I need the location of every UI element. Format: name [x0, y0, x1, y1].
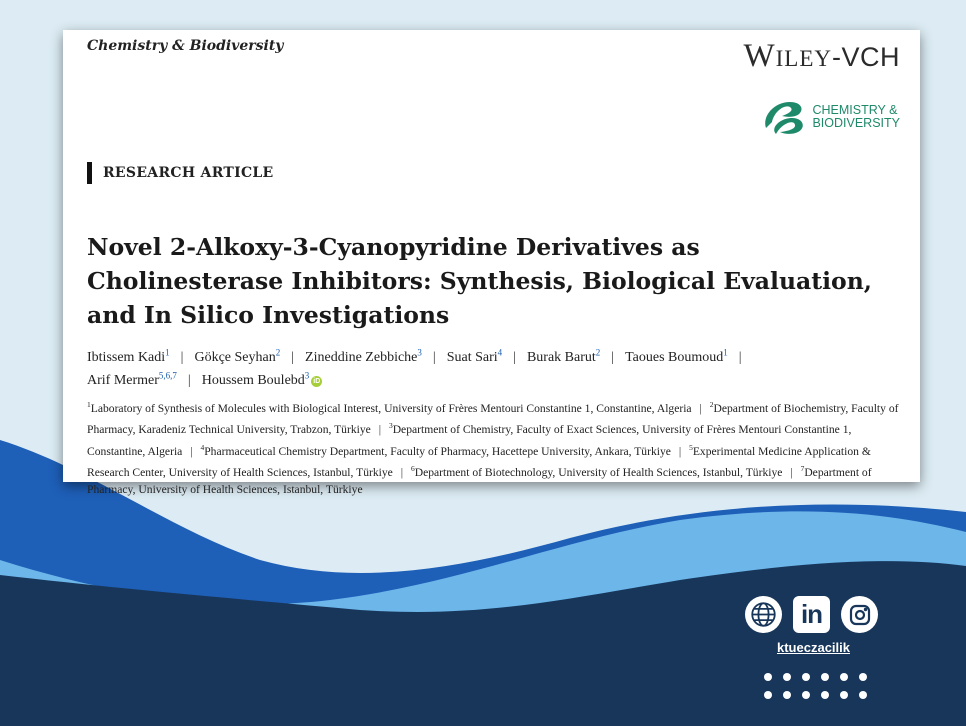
publisher-name: Wiley — [743, 38, 832, 74]
affiliation: $^1$Laboratory of Synthesis of Molecules with Biological Interest, University of Frères Mentouri Constantine 1, Constantine, Algeria — [87, 400, 692, 415]
author-separator: | — [513, 349, 516, 365]
author[interactable]: Arif Mermer$^{5,6,7}$ — [87, 370, 177, 389]
journal-logo-line2: BIODIVERSITY — [812, 116, 900, 130]
instagram-icon — [848, 603, 872, 627]
decorative-dots — [764, 673, 867, 699]
title-line: Cholinesterase Inhibitors: Synthesis, Biological Evaluation, — [87, 267, 872, 295]
affiliation-separator: | — [699, 401, 702, 415]
affiliation-separator: | — [400, 465, 404, 479]
author[interactable]: Burak Barut$^2$ — [526, 347, 601, 365]
affiliation-separator: | — [190, 444, 193, 458]
affiliation-separator: | — [790, 465, 793, 479]
author[interactable]: Houssem Boulebd$^3$ — [201, 370, 310, 389]
affiliation: $^5$Experimental Medicine Application & Research Center, University of Health Sciences, Istanbul, Türkiye — [87, 442, 871, 479]
author[interactable]: Ibtissem Kadi$^1$ — [87, 347, 170, 365]
dot — [859, 691, 867, 699]
linkedin-icon: in — [800, 599, 823, 629]
social-handle[interactable]: ktueczacilik — [777, 640, 850, 655]
linkedin-button[interactable] — [793, 596, 830, 633]
author-separator: | — [187, 373, 191, 389]
dot — [783, 691, 791, 699]
journal-logo-icon — [760, 98, 808, 136]
author[interactable]: Taoues Boumoud$^1$ — [625, 347, 728, 365]
dot — [764, 691, 772, 699]
publisher-logo — [743, 38, 900, 75]
affiliation: $^4$Pharmaceutical Chemistry Department, Faculty of Pharmacy, Hacettepe University, Ankara, Türkiye — [200, 442, 671, 458]
title-line: and In Silico Investigations — [87, 301, 450, 329]
dot — [840, 673, 848, 681]
orcid-icon[interactable]: iD — [313, 378, 321, 386]
dot — [840, 691, 848, 699]
dot — [859, 673, 867, 681]
author[interactable]: Gökçe Seyhan$^2$ — [194, 347, 281, 365]
article-type — [87, 162, 274, 184]
author-separator: | — [611, 349, 615, 365]
affiliation: $^6$Department of Biotechnology, University of Health Sciences, Istanbul, Türkiye — [410, 464, 783, 479]
globe-icon — [750, 601, 777, 628]
article-card — [63, 30, 920, 497]
dot — [821, 691, 829, 699]
dot — [764, 673, 772, 681]
author-separator: | — [180, 349, 184, 365]
instagram-button[interactable] — [841, 596, 878, 633]
author-separator: | — [291, 349, 295, 365]
article-type-label: RESEARCH ARTICLE — [103, 165, 274, 181]
author[interactable]: Zineddine Zebbiche$^3$ — [305, 347, 422, 365]
publisher-suffix: -VCH — [832, 42, 900, 72]
title-line: Novel 2-Alkoxy-3-Cyanopyridine Derivatives as — [87, 233, 700, 261]
affiliation-separator: | — [678, 444, 682, 458]
journal-logo-line1: CHEMISTRY & — [812, 103, 898, 117]
dot — [802, 691, 810, 699]
author[interactable]: Suat Sari$^4$ — [446, 347, 503, 365]
journal-name: Chemistry & Biodiversity — [87, 38, 284, 54]
journal-logo — [760, 98, 900, 136]
author-list — [87, 343, 907, 390]
affiliation-separator: | — [378, 423, 382, 437]
affiliations — [87, 396, 907, 499]
affiliation: $^7$Department of Pharmacy, University of Health Sciences, Istanbul, Türkiye — [87, 464, 872, 497]
dot — [821, 673, 829, 681]
author-separator: | — [738, 349, 742, 365]
social-links — [745, 596, 878, 633]
dot — [802, 673, 810, 681]
dot — [783, 673, 791, 681]
affiliation: $^2$Department of Biochemistry, Faculty of Pharmacy, Karadeniz Technical University, Trabzon, Türkiye — [87, 400, 899, 437]
article-title — [87, 230, 907, 332]
author-separator: | — [432, 349, 436, 365]
affiliation: $^3$Department of Chemistry, Faculty of Exact Sciences, University of Frères Mentouri Constantine 1, Constantine, Algeria — [87, 421, 852, 458]
website-button[interactable] — [745, 596, 782, 633]
